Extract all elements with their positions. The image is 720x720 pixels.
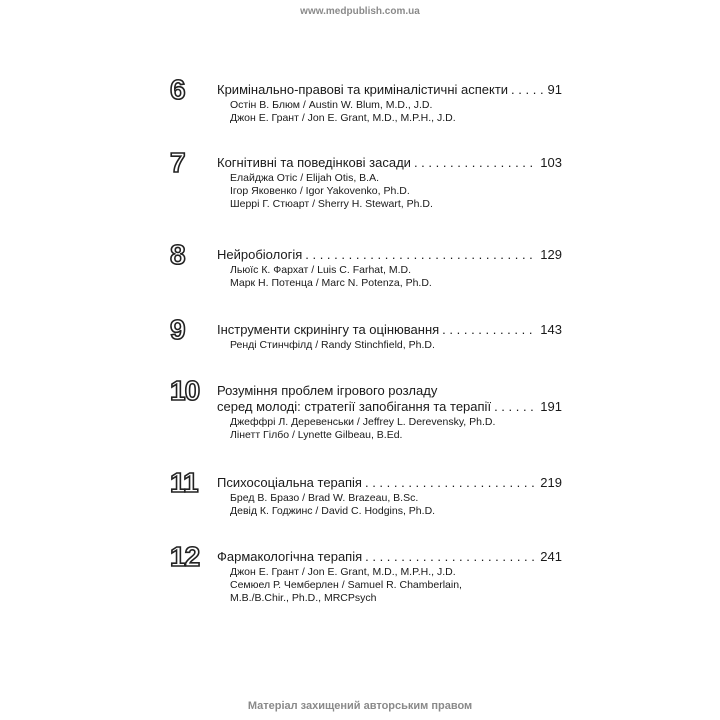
page-number: 103 <box>540 155 562 170</box>
dot-leader <box>511 82 544 98</box>
chapter-body <box>217 549 562 605</box>
author-entry: Бред В. Бразо / Brad W. Brazeau, B.Sc. <box>230 492 419 504</box>
copyright-note: Матеріал захищений авторським правом <box>247 700 473 712</box>
author-entry: Льюїс К. Фархат / Luis C. Farhat, M.D. <box>230 264 412 276</box>
author-entry: Остін В. Блюм / Austin W. Blum, M.D., J.D. <box>230 99 433 111</box>
chapter-number: 12 <box>170 541 200 572</box>
chapter-title-row <box>217 82 562 98</box>
chapter-body <box>217 475 562 518</box>
dot-leader <box>365 549 537 565</box>
page-number: 191 <box>540 399 562 414</box>
chapter-body <box>217 383 562 442</box>
chapter-title-line: Розуміння проблем ігрового розладу <box>217 383 438 398</box>
author-entry: Семюел Р. Чемберлен / Samuel R. Chamberlain, <box>230 579 462 591</box>
page-number: 143 <box>540 322 562 337</box>
author-entry: Марк Н. Потенца / Marc N. Potenza, Ph.D. <box>230 277 432 289</box>
author-list <box>217 264 562 290</box>
chapter-number: 8 <box>170 239 185 270</box>
dot-leader <box>305 247 537 263</box>
author-list <box>217 99 562 125</box>
chapter-title-row <box>217 549 562 565</box>
chapter-title-row <box>217 399 562 415</box>
page-number: 91 <box>547 82 562 97</box>
dot-leader <box>365 475 537 491</box>
chapter-number: 6 <box>170 74 185 105</box>
chapter-body <box>217 155 562 211</box>
chapter-number: 9 <box>170 314 185 345</box>
chapter-title: Кримінально-правові та криміналістичні аспекти <box>217 82 509 97</box>
chapter-title-row <box>217 155 562 171</box>
dot-leader <box>494 399 537 415</box>
author-entry: Джон Е. Грант / Jon E. Grant, M.D., M.P.H., J.D. <box>230 566 456 578</box>
author-list <box>217 339 562 352</box>
author-entry: Лінетт Гілбо / Lynette Gilbeau, B.Ed. <box>230 429 403 441</box>
author-entry: Шеррі Г. Стюарт / Sherry H. Stewart, Ph.D. <box>230 198 433 210</box>
author-entry: Джон Е. Грант / Jon E. Grant, M.D., M.P.H., J.D. <box>230 112 456 124</box>
author-list <box>217 492 562 518</box>
chapter-body <box>217 247 562 290</box>
author-entry: Девід К. Годжинс / David C. Hodgins, Ph.D. <box>230 505 436 517</box>
chapter-title: серед молоді: стратегії запобігання та терапії <box>217 399 492 414</box>
chapter-number: 11 <box>170 467 198 498</box>
header-url: www.medpublish.com.ua <box>300 6 420 17</box>
chapter-title: Нейробіологія <box>217 247 303 262</box>
author-entry: Елайджа Отіс / Elijah Otis, B.A. <box>230 172 379 184</box>
author-list <box>217 416 562 442</box>
chapter-title: Когнітивні та поведінкові засади <box>217 155 411 170</box>
chapter-title: Інструменти скринінгу та оцінювання <box>217 322 440 337</box>
page-number: 241 <box>540 549 562 564</box>
author-entry: Ігор Яковенко / Igor Yakovenko, Ph.D. <box>230 185 410 197</box>
chapter-number: 7 <box>170 147 185 178</box>
chapter-body <box>217 82 562 125</box>
chapter-title: Фармакологічна терапія <box>217 549 363 564</box>
author-list <box>217 566 562 605</box>
author-list <box>217 172 562 211</box>
chapter-number: 10 <box>170 375 200 406</box>
author-entry: M.B./B.Chir., Ph.D., MRCPsych <box>230 592 377 604</box>
author-entry: Ренді Стинчфілд / Randy Stinchfield, Ph.D. <box>230 339 435 351</box>
dot-leader <box>442 322 537 338</box>
author-entry: Джеффрі Л. Деревенськи / Jeffrey L. Derevensky, Ph.D. <box>230 416 496 428</box>
dot-leader <box>414 155 537 171</box>
page-number: 219 <box>540 475 562 490</box>
chapter-title-row <box>217 475 562 491</box>
chapter-title-row <box>217 322 562 338</box>
chapter-title: Психосоціальна терапія <box>217 475 362 490</box>
page-number: 129 <box>540 247 562 262</box>
chapter-body <box>217 322 562 352</box>
chapter-title-row <box>217 247 562 263</box>
